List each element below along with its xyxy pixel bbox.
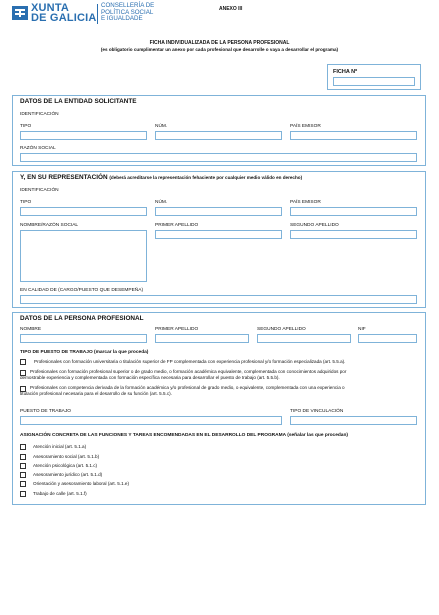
job-type-option-3a: Profesionales con competencia derivada de la formación académica y/o profesional de grado medio, o equivalente, complementada con una experiencia o (30, 385, 345, 390)
task-checkbox-4[interactable] (20, 472, 26, 478)
logo-divider (97, 4, 98, 24)
job-position-label: PUESTO DE TRABAJO (20, 409, 72, 414)
prof-surname1-field[interactable] (155, 334, 249, 343)
task-checkbox-1[interactable] (20, 444, 26, 450)
prof-surname2-label: SEGUNDO APELLIDO (257, 327, 306, 332)
rep-name-field[interactable] (20, 230, 147, 282)
task-label-2: Asesoramiento social (art. 5.1.b) (33, 454, 100, 459)
task-label-5: Orientación y asesoramiento laboral (art. 5.1.e) (33, 481, 130, 486)
contract-type-field[interactable] (290, 416, 417, 425)
xunta-logo-icon (12, 6, 28, 20)
rep-surname1-field[interactable] (155, 230, 282, 239)
rep-name-label: NOMBRE/RAZÓN SOCIAL (20, 223, 79, 228)
entity-identification-label: IDENTIFICACIÓN (20, 112, 59, 117)
prof-nif-label: NIF (358, 327, 366, 332)
tasks-label: ASIGNACIÓN CONCRETA DE LAS FUNCIONES Y TAREAS ENCOMENDADAS EN EL DESARROLLO DEL PROGRAMA (señalar las que procedan) (20, 433, 349, 438)
department-name (101, 3, 154, 23)
rep-position-field[interactable] (20, 295, 417, 304)
contract-type-label: TIPO DE VINCULACIÓN (290, 409, 344, 414)
rep-type-label: TIPO (20, 200, 32, 205)
job-type-checkbox-1[interactable] (20, 359, 26, 365)
task-checkbox-6[interactable] (20, 491, 26, 497)
entity-section-title: DATOS DE LA ENTIDAD SOLICITANTE (20, 98, 137, 105)
logo-line2: DE GALICIA (31, 12, 97, 24)
annex-label: ANEXO III (219, 6, 243, 12)
rep-surname2-label: SEGUNDO APELLIDO (290, 223, 339, 228)
document-title: FICHA INDIVIDUALIZADA DE LA PERSONA PROFESIONAL (149, 40, 290, 46)
job-position-field[interactable] (20, 416, 282, 425)
rep-position-label: EN CALIDAD DE (CARGO/PUESTO QUE DESEMPEÑA) (20, 288, 144, 293)
professional-section-title: DATOS DE LA PERSONA PROFESIONAL (20, 315, 144, 322)
rep-number-label: NÚM. (155, 200, 168, 205)
dept-line1: CONSELLERÍA DE (101, 2, 155, 9)
task-label-6: Trabajo de calle (art. 5.1.f) (33, 491, 87, 496)
task-label-1: Atención inicial (art. 5.1.a) (33, 444, 87, 449)
job-type-label: TIPO DE PUESTO DE TRABAJO (marcar la que proceda) (20, 350, 149, 355)
rep-country-field[interactable] (290, 207, 417, 216)
representative-section-title (20, 174, 420, 181)
logo-text (31, 3, 97, 23)
document-subtitle: (es obligatorio cumplimentar un anexo por cada profesional que desarrolle o vaya a desarrollar el programa) (100, 47, 339, 52)
dept-line3: E IGUALDADE (101, 15, 143, 23)
entity-type-field[interactable] (20, 131, 147, 140)
entity-country-field[interactable] (290, 131, 417, 140)
job-type-option-2a: Profesionales con formación profesional superior o de grado medio, o formación académica equivalente, complementada con conocimientos adquiridos por (30, 369, 347, 374)
ficha-number-field[interactable] (333, 77, 415, 86)
entity-type-label: TIPO (20, 124, 32, 129)
entity-number-label: NÚM. (155, 124, 168, 129)
rep-surname1-label: PRIMER APELLIDO (155, 223, 199, 228)
rep-surname2-field[interactable] (290, 230, 417, 239)
dept-line2: POLÍTICA SOCIAL (101, 8, 154, 16)
entity-country-label: PAÍS EMISOR (290, 124, 321, 129)
prof-name-label: NOMBRE (20, 327, 42, 332)
task-checkbox-3[interactable] (20, 463, 26, 469)
prof-name-field[interactable] (20, 334, 147, 343)
entity-name-label: RAZÓN SOCIAL (20, 146, 56, 151)
prof-surname2-field[interactable] (257, 334, 351, 343)
rep-identification-label: IDENTIFICACIÓN (20, 188, 59, 193)
logo-line1: XUNTA (31, 2, 70, 14)
task-label-4: Asesoramiento jurídico (art. 5.1.d) (33, 472, 103, 477)
rep-type-field[interactable] (20, 207, 147, 216)
representative-note: (deberá acreditarse la representación fehaciente por cualquier medio válido en derecho) (109, 175, 303, 180)
job-type-option-3b: titulación profesional necesaria para el desarrollo de su función (art. 5.5.c). (20, 391, 172, 396)
job-type-option-1: Profesionales con formación universitaria o titulación superior de FP complementada con experiencia profesional y/o formación especializada (art. 5.5.a). (34, 359, 346, 364)
entity-name-field[interactable] (20, 153, 417, 162)
task-label-3: Atención psicológica (art. 5.1.c) (33, 463, 98, 468)
prof-nif-field[interactable] (358, 334, 417, 343)
entity-number-field[interactable] (155, 131, 282, 140)
representative-title-text: Y, EN SU REPRESENTACIÓN (20, 174, 108, 181)
prof-surname1-label: PRIMER APELLIDO (155, 327, 199, 332)
rep-country-label: PAÍS EMISOR (290, 200, 321, 205)
job-type-option-2b: demostrable experiencia y complementada con formación específica necesaria para desarrollar el puesto de trabajo (art. 5.5.b). (20, 375, 280, 380)
task-checkbox-5[interactable] (20, 481, 26, 487)
rep-number-field[interactable] (155, 207, 282, 216)
ficha-number-label: FICHA Nº (333, 69, 358, 75)
task-checkbox-2[interactable] (20, 454, 26, 460)
